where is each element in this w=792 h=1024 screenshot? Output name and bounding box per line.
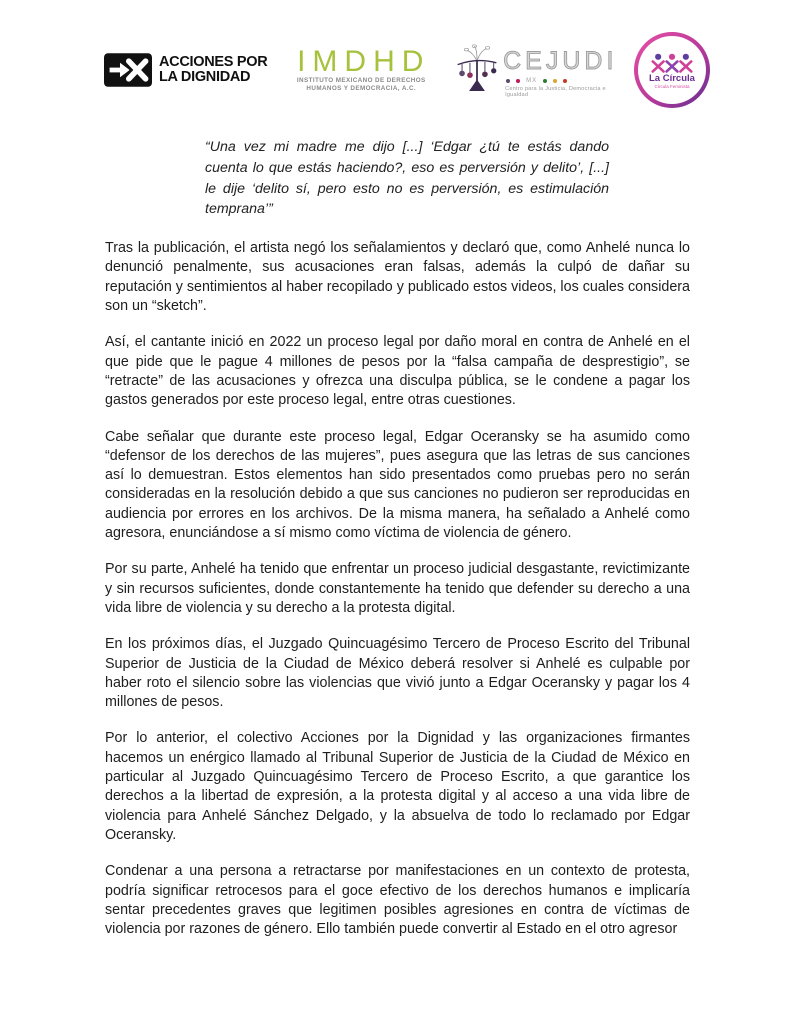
three-figures-icon xyxy=(648,53,696,73)
cejudi-dot xyxy=(543,79,547,83)
acciones-line1: ACCIONES POR xyxy=(159,53,268,70)
logo-la-circula xyxy=(634,32,710,108)
logo-acciones-por-la-dignidad xyxy=(104,53,267,87)
document-body xyxy=(105,239,690,939)
cejudi-dot xyxy=(553,79,557,83)
cejudi-dots xyxy=(506,78,617,84)
logo-imdhd xyxy=(286,47,436,93)
paragraph: Por lo anterior, el colectivo Acciones por la Dignidad y las organizaciones firmantes hacemos un enérgico llamado al Tribunal Superior de Justicia de la Ciudad de México en particular al Juzgado Quincuagésimo Tercero de Proceso Escrito, a que garantice los derechos a la libertad de expresión, a la protesta digital y al acceso a una vida libre de violencia para Anhelé Sánchez Delgado, y la absuelva de todo lo reclamado por Edgar Oceransky. xyxy=(105,730,690,843)
cejudi-wordmark-block xyxy=(503,43,617,98)
logo-header xyxy=(0,0,792,110)
cejudi-mx-label: MX xyxy=(526,77,538,84)
imdhd-subtitle-line2: HUMANOS Y DEMOCRACIA, A.C. xyxy=(306,85,417,92)
cejudi-dot xyxy=(506,79,510,83)
arrow-x-icon xyxy=(104,53,152,87)
cejudi-wordmark: CEJUDI xyxy=(503,46,618,75)
circula-gradient-ring xyxy=(634,32,710,108)
justice-tree-icon xyxy=(455,43,499,95)
cejudi-dot xyxy=(516,79,520,83)
paragraph: Condenar a una persona a retractarse por manifestaciones en un contexto de protesta, podría significar retrocesos para el goce efectivo de los derechos humanos e implicaría sentar precedentes graves que legitimen posibles agresiones en contra de víctimas de violencia por razones de género. Ello también puede convertir al Estado en el otro agresor xyxy=(105,863,690,938)
cejudi-tagline: Centro para la Justicia, Democracia e Igualdad xyxy=(505,85,606,98)
paragraph: Cabe señalar que durante este proceso legal, Edgar Oceransky se ha asumido como “defensor de los derechos de las mujeres”, pues asegura que las letras de sus canciones así lo demuestran. Estos elementos han sido presentados como pruebas pero no serán consideradas en la resolución debido a que sus canciones no pudieron ser reproducidas en audiencia por errores en los archivos. De la misma manera, ha señalado a Anhelé como agresora, enunciándose a sí mismo como víctima de violencia de género. xyxy=(105,428,690,542)
paragraph: Tras la publicación, el artista negó los señalamientos y declaró que, como Anhelé nunca lo denunció penalmente, sus acusaciones eran falsas, además la culpó de dañar su reputación y sentimientos al haber recopilado y publicado estos videos, los cuales considera son un “sketch”. xyxy=(105,240,690,315)
opening-quote: “Una vez mi madre me dijo [...] ‘Edgar ¿tú te estás dando cuenta lo que estás haciendo?, eso es perversión y delito’, [...] le dije ‘delito sí, pero esto no es perversión, es estimulación temprana’” xyxy=(205,139,609,218)
acciones-wordmark xyxy=(159,55,267,86)
circula-subtitle: Círcula Feminista xyxy=(654,83,690,89)
paragraph: Así, el cantante inició en 2022 un proceso legal por daño moral en contra de Anhelé en el que pide que le pague 4 millones de pesos por la “falsa campaña de desprestigio”, se “retracte” de las acusaciones y ofrezca una disculpa pública, se le condene a pagar los gastos generados por este proceso legal, entre otras cuestiones. xyxy=(105,334,690,409)
cejudi-dot xyxy=(563,79,567,83)
imdhd-subtitle-line1: INSTITUTO MEXICANO DE DERECHOS xyxy=(296,77,426,84)
imdhd-wordmark: IMDHD xyxy=(297,45,431,78)
acciones-line2: LA DIGNIDAD xyxy=(159,69,251,85)
paragraph: En los próximos días, el Juzgado Quincuagésimo Tercero de Proceso Escrito del Tribunal Superior de Justicia de la Ciudad de México deberá resolver si Anhelé es culpable por haber roto el silencio sobre las violencias que vivió junto a Edgar Oceransky y pagar los 4 millones de pesos. xyxy=(105,636,690,711)
logo-cejudi xyxy=(455,43,618,98)
circula-wordmark: La Círcula xyxy=(649,72,695,84)
paragraph: Por su parte, Anhelé ha tenido que enfrentar un proceso judicial desgastante, revictimizante y sin recursos suficientes, donde constantemente ha tenido que defender su derecho a una vida libre de violencia y su derecho a la protesta digital. xyxy=(105,561,690,616)
